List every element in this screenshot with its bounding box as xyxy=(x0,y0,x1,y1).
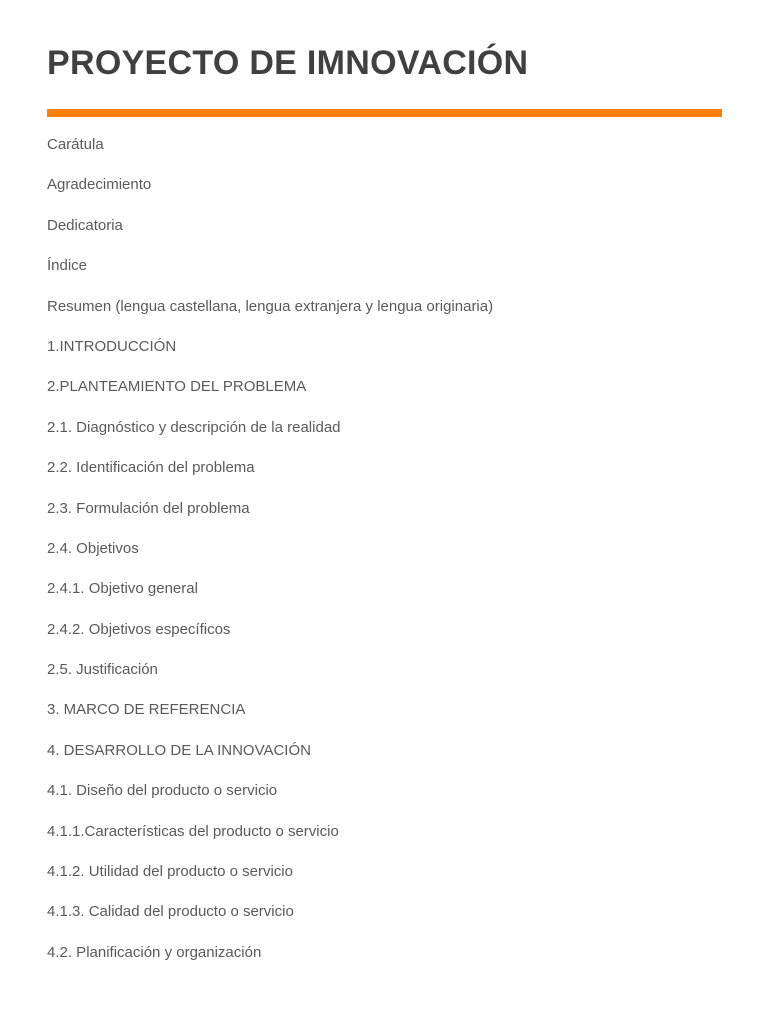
toc-item: 2.4.1. Objetivo general xyxy=(47,580,198,598)
toc-item: Resumen (lengua castellana, lengua extranjera y lengua originaria) xyxy=(47,297,494,315)
table-of-contents xyxy=(47,130,722,978)
toc-item: Agradecimiento xyxy=(47,176,152,194)
toc-item: 2.2. Identificación del problema xyxy=(47,459,255,477)
toc-item: 2.4. Objetivos xyxy=(47,539,139,557)
toc-item: 1.INTRODUCCIÓN xyxy=(47,337,177,355)
title-divider xyxy=(47,109,722,117)
toc-item: Carátula xyxy=(47,136,104,153)
toc-item: 4.1.3. Calidad del producto o servicio xyxy=(47,903,294,921)
toc-item: 4.2. Planificación y organización xyxy=(47,943,262,961)
toc-item: 2.1. Diagnóstico y descripción de la realidad xyxy=(47,418,341,436)
toc-item: Dedicatoria xyxy=(47,216,123,234)
toc-item: 4. DESARROLLO DE LA INNOVACIÓN xyxy=(47,741,311,759)
toc-item: Índice xyxy=(47,257,88,275)
toc-item: 4.1.1.Características del producto o servicio xyxy=(47,822,339,840)
toc-item: 2.PLANTEAMIENTO DEL PROBLEMA xyxy=(47,378,307,396)
document-title: PROYECTO DE IMNOVACIÓN xyxy=(47,44,529,82)
toc-item: 4.1. Diseño del producto o servicio xyxy=(47,782,278,800)
toc-item: 4.1.2. Utilidad del producto o servicio xyxy=(47,863,293,881)
toc-item: 2.5. Justificación xyxy=(47,661,158,679)
toc-item: 2.4.2. Objetivos específicos xyxy=(47,620,231,638)
toc-item: 2.3. Formulación del problema xyxy=(47,499,250,517)
toc-item: 3. MARCO DE REFERENCIA xyxy=(47,701,246,719)
